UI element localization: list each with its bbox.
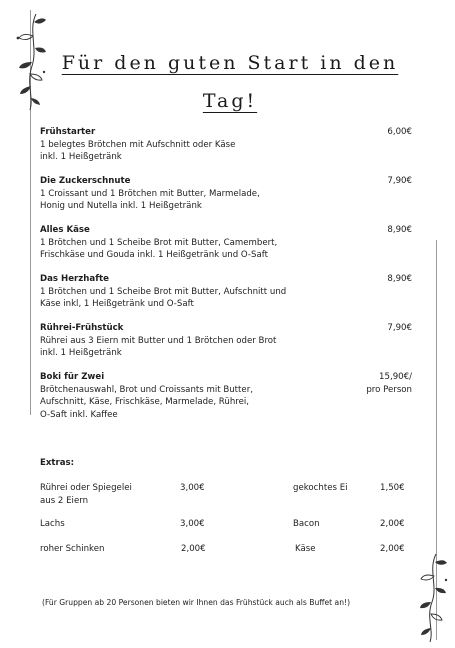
menu-item-name: Frühstarter xyxy=(40,127,96,137)
menu-item-price: 8,90€ xyxy=(387,274,412,284)
menu-item-price: 7,90€ xyxy=(387,323,412,333)
menu-item-description: 1 belegtes Brötchen mit Aufschnitt oder Käse inkl. 1 Heißgetränk xyxy=(40,139,236,162)
menu-item-name: Rührei-Frühstück xyxy=(40,323,124,333)
menu-item-price: 8,90€ xyxy=(387,225,412,235)
menu-title xyxy=(30,44,430,120)
menu-item xyxy=(40,126,412,164)
extra-item-name: Rührei oder Spiegelei aus 2 Eiern xyxy=(40,483,132,506)
menu-item xyxy=(40,322,412,360)
menu-item-description: Rührei aus 3 Eiern mit Butter und 1 Brötchen oder Brot inkl. 1 Heißgetränk xyxy=(40,335,277,358)
extra-item-name: roher Schinken xyxy=(40,544,105,554)
menu-item-description: Brötchenauswahl, Brot und Croissants mit Butter, Aufschnitt, Käse, Frischkäse, Marmelade, Rührei, O-Saft inkl. Kaffee xyxy=(40,384,253,420)
menu-item-name: Boki für Zwei xyxy=(40,372,105,382)
extra-item-price: 3,00€ xyxy=(180,519,205,529)
menu-item xyxy=(40,371,412,421)
menu-title-line-1: Für den guten Start in den xyxy=(61,52,399,74)
menu-item xyxy=(40,175,412,213)
extra-item-name: Bacon xyxy=(293,519,320,529)
menu-item-description: 1 Brötchen und 1 Scheibe Brot mit Butter, Aufschnitt und Käse inkl, 1 Heißgetränk und O-Saft xyxy=(40,286,287,309)
menu-item-name: Das Herzhafte xyxy=(40,274,109,284)
menu-item-price: 6,00€ xyxy=(387,127,412,137)
menu-title-line-2: Tag! xyxy=(202,90,258,112)
extra-item-price: 2,00€ xyxy=(380,519,405,529)
vine-ornament-bottom-right xyxy=(418,550,452,645)
menu-item xyxy=(40,273,412,311)
menu-item-price: 15,90€/ pro Person xyxy=(366,372,412,395)
buffet-note: (Für Gruppen ab 20 Personen bieten wir Ihnen das Frühstück auch als Buffet an!) xyxy=(42,598,351,607)
extra-item-name: Käse xyxy=(295,544,316,554)
menu-item xyxy=(40,224,412,262)
menu-item-description: 1 Brötchen und 1 Scheibe Brot mit Butter, Camembert, Frischkäse und Gouda inkl. 1 Heißgetränk und O-Saft xyxy=(40,237,278,260)
extras-heading: Extras: xyxy=(40,458,75,468)
extra-item-name: gekochtes Ei xyxy=(293,483,348,493)
extra-item-price: 3,00€ xyxy=(180,483,205,493)
extra-item-price: 2,00€ xyxy=(380,544,405,554)
extra-item-name: Lachs xyxy=(40,519,65,529)
menu-item-price: 7,90€ xyxy=(387,176,412,186)
extra-item-price: 1,50€ xyxy=(380,483,405,493)
menu-item-description: 1 Croissant und 1 Brötchen mit Butter, Marmelade, Honig und Nutella inkl. 1 Heißgetränk xyxy=(40,188,260,211)
menu-item-name: Die Zuckerschnute xyxy=(40,176,131,186)
menu-item-name: Alles Käse xyxy=(40,225,90,235)
extra-item-price: 2,00€ xyxy=(181,544,206,554)
